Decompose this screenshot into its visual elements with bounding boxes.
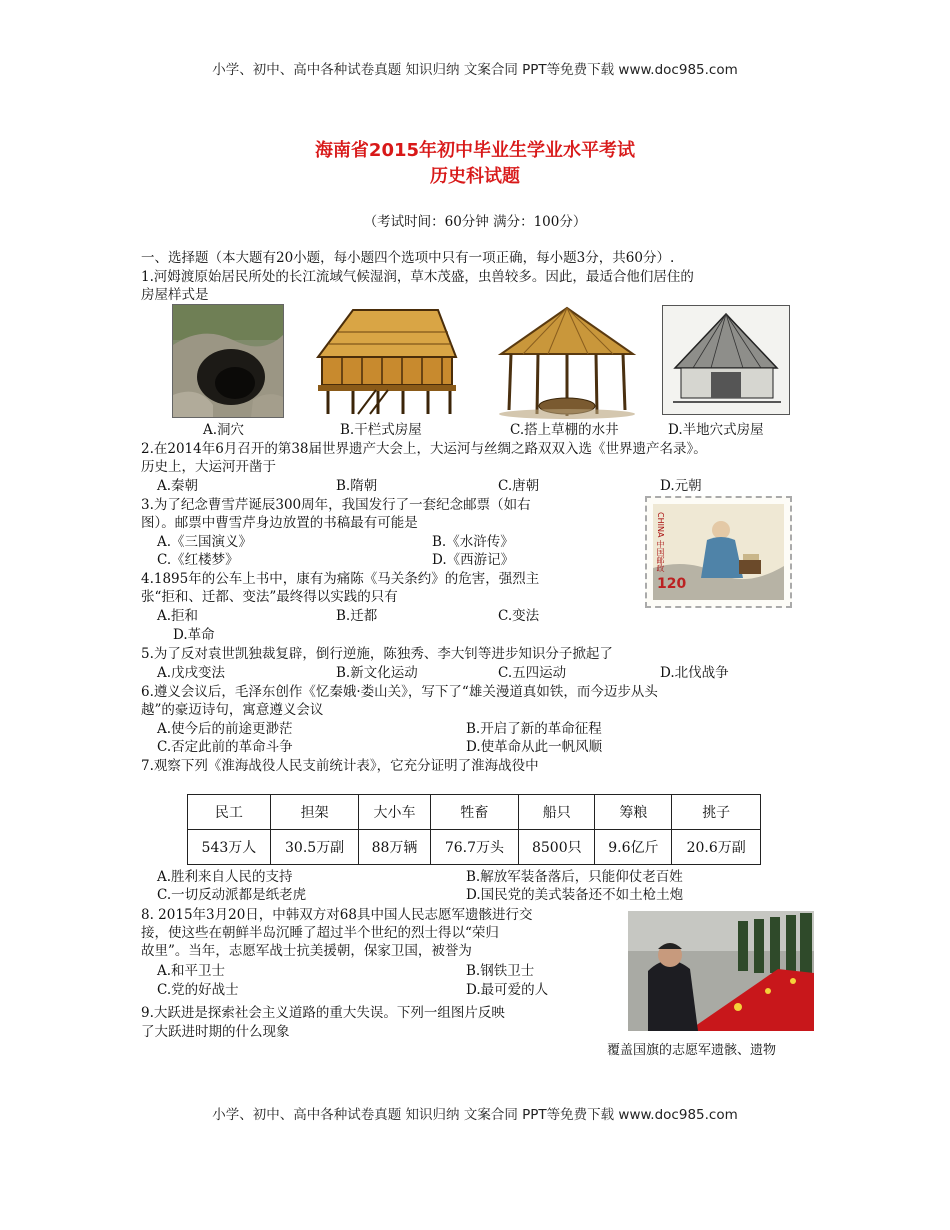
q8-option-a: A.和平卫士 (157, 963, 226, 979)
table-cell: 76.7万头 (430, 830, 519, 865)
q6-option-c: C.否定此前的革命斗争 (157, 739, 293, 755)
stamp-country-label: CHINA 中国邮政 (656, 512, 665, 572)
table-cell: 9.6亿斤 (595, 830, 672, 865)
q6-option-d: D.使革命从此一帆风顺 (466, 739, 603, 755)
q4-stem-line2: 张“拒和、迁都、变法”最终得以实践的只有 (141, 589, 398, 605)
q7-option-c: C.一切反动派都是纸老虎 (157, 887, 307, 903)
header-banner: 小学、初中、高中各种试卷真题 知识归纳 文案合同 PPT等免费下载 www.doc985.com (212, 62, 738, 78)
table-header-cell: 挑子 (672, 795, 761, 830)
table-header-row (188, 795, 761, 830)
q4-option-b: B.迁都 (336, 608, 378, 624)
q2-option-a: A.秦朝 (157, 478, 199, 494)
q6-option-b: B.开启了新的革命征程 (466, 721, 602, 737)
q3-option-c: C.《红楼梦》 (157, 552, 239, 568)
q1-option-c: C.搭上草棚的水井 (510, 422, 619, 438)
q2-option-d: D.元朝 (660, 478, 702, 494)
table-cell: 30.5万副 (270, 830, 359, 865)
q9-stem-line2: 了大跃进时期的什么现象 (141, 1024, 290, 1040)
exam-subtitle: 历史科试题 (430, 166, 520, 187)
table-cell: 20.6万副 (672, 830, 761, 865)
q8-stem-line3: 故里”。当年，志愿军战士抗美援朝，保家卫国，被誉为 (141, 943, 472, 959)
footer-banner: 小学、初中、高中各种试卷真题 知识归纳 文案合同 PPT等免费下载 www.doc985.com (212, 1107, 738, 1123)
q2-option-c: C.唐朝 (498, 478, 540, 494)
cave-image (172, 304, 284, 418)
q2-option-b: B.隋朝 (336, 478, 378, 494)
q8-stem-line1: 8. 2015年3月20日，中韩双方对68具中国人民志愿军遗骸进行交 (141, 907, 533, 923)
q2-stem-line1: 2.在2014年6月召开的第38届世界遗产大会上，大运河与丝绸之路双双入选《世界遗产名录》。 (141, 441, 707, 457)
q1-option-d: D.半地穴式房屋 (668, 422, 764, 438)
q5-option-d: D.北伐战争 (660, 665, 729, 681)
table-header-cell: 筹粮 (595, 795, 672, 830)
exam-title: 海南省2015年初中毕业生学业水平考试 (314, 140, 636, 161)
q5-option-b: B.新文化运动 (336, 665, 418, 681)
semi-subterranean-house-image (662, 305, 790, 415)
q5-option-a: A.戊戌变法 (157, 665, 226, 681)
q7-stem-line1: 7.观察下列《淮海战役人民支前统计表》，它充分证明了淮海战役中 (141, 758, 539, 774)
table-row (188, 830, 761, 865)
table-header-cell: 大小车 (359, 795, 430, 830)
q1-stem-line2: 房屋样式是 (141, 287, 209, 303)
q5-stem-line1: 5.为了反对袁世凯独裁复辟，倒行逆施，陈独秀、李大钊等进步知识分子掀起了 (141, 646, 613, 662)
q4-stem-line1: 4.1895年的公车上书中，康有为痛陈《马关条约》的危害，强烈主 (141, 571, 540, 587)
q7-option-a: A.胜利来自人民的支持 (157, 869, 293, 885)
q2-stem-line2: 历史上，大运河开凿于 (141, 459, 276, 475)
stilt-house-image (298, 302, 458, 418)
q5-option-c: C.五四运动 (498, 665, 567, 681)
thatched-well-image (493, 306, 641, 420)
q6-stem-line1: 6.遵义会议后，毛泽东创作《忆秦娥·娄山关》，写下了“雄关漫道真如铁，而今迈步从头 (141, 684, 658, 700)
stamp-value: 120 (657, 576, 687, 592)
q8-option-b: B.钢铁卫士 (466, 963, 535, 979)
q7-option-b: B.解放军装备落后，只能仰仗老百姓 (466, 869, 683, 885)
q9-stem-line1: 9.大跃进是探索社会主义道路的重大失误。下列一组图片反映 (141, 1005, 505, 1021)
q4-option-a: A.拒和 (157, 608, 199, 624)
q6-option-a: A.使今后的前途更渺茫 (157, 721, 293, 737)
q1-stem-line1: 1.河姆渡原始居民所处的长江流域气候湿润，草木茂盛，虫兽较多。因此，最适合他们居住的 (141, 269, 694, 285)
q3-option-b: B.《水浒传》 (432, 534, 514, 550)
q4-option-d: D.革命 (173, 627, 215, 643)
table-header-cell: 担架 (270, 795, 359, 830)
q8-option-c: C.党的好战士 (157, 982, 239, 998)
q8-stem-line2: 接，使这些在朝鲜半岛沉睡了超过半个世纪的烈士得以“荣归 (141, 925, 499, 941)
caoxueqin-stamp (645, 496, 792, 608)
q7-option-d: D.国民党的美式装备还不如土枪土炮 (466, 887, 684, 903)
table-cell: 88万辆 (359, 830, 430, 865)
section-heading: 一、选择题（本大题有20小题，每小题四个选项中只有一项正确，每小题3分，共60分）. (141, 250, 675, 266)
q6-stem-line2: 越”的豪迈诗句，寓意遵义会议 (141, 702, 324, 718)
table-header-cell: 牲畜 (430, 795, 519, 830)
volunteer-remains-photo (628, 911, 814, 1031)
q4-option-c: C.变法 (498, 608, 540, 624)
q3-option-a: A.《三国演义》 (157, 534, 253, 550)
q1-option-b: B.干栏式房屋 (340, 422, 422, 438)
q3-option-d: D.《西游记》 (432, 552, 515, 568)
table-cell: 8500只 (519, 830, 595, 865)
table-cell: 543万人 (188, 830, 271, 865)
q8-photo-caption: 覆盖国旗的志愿军遗骸、遗物 (607, 1043, 777, 1058)
q1-option-a: A.洞穴 (203, 422, 245, 438)
q3-stem-line1: 3.为了纪念曹雪芹诞辰300周年，我国发行了一套纪念邮票（如右 (141, 497, 531, 513)
table-header-cell: 船只 (519, 795, 595, 830)
exam-info: （考试时间：60分钟 满分：100分） (363, 214, 587, 230)
q3-stem-line2: 图）。邮票中曹雪芹身边放置的书稿最有可能是 (141, 515, 418, 531)
table-header-cell: 民工 (188, 795, 271, 830)
huaihai-support-table (187, 794, 761, 865)
q8-option-d: D.最可爱的人 (466, 982, 549, 998)
